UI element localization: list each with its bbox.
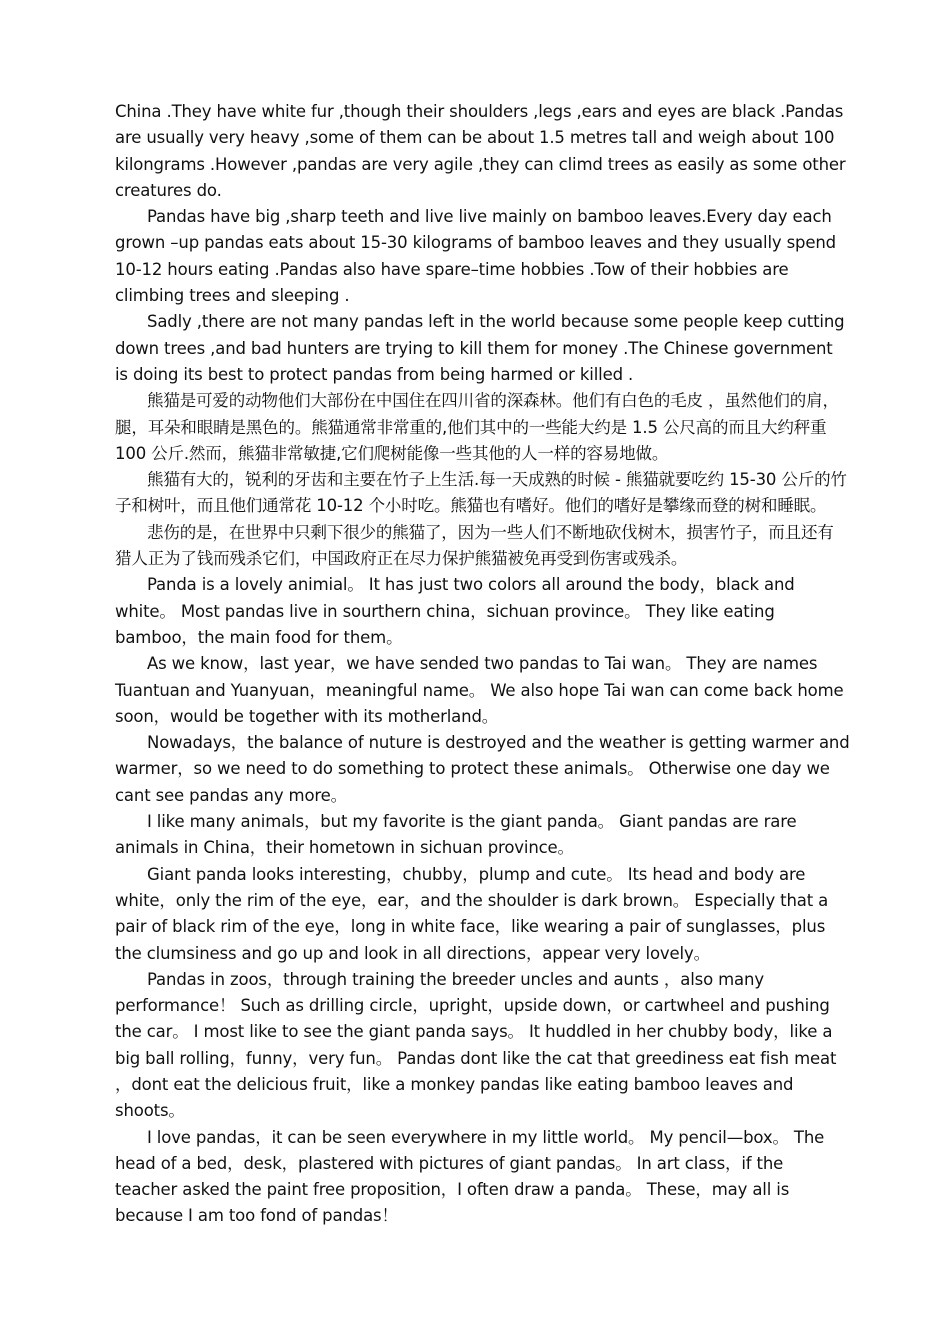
paragraph-zoo-pandas: Pandas in zoos，through training the breeder uncles and aunts ，also many performance！ Such as drilling circle，upright，upside down，or cartwheel and pushing the car。 I most like to see the giant panda says。 It huddled in her chubby body，like a big ball rolling，funny，very fun。 Pandas dont like the cat that greediness eat fish meat ，dont eat the delicious fruit，like a monkey pandas like eating bamboo leaves and shoots。 xyxy=(115,969,837,1121)
paragraph-favorite-animal: I like many animals，but my favorite is the giant panda。 Giant pandas are rare animals in China，their hometown in sichuan province。 xyxy=(115,812,797,858)
document-body xyxy=(115,99,850,1230)
paragraph-lovely-animal: Panda is a lovely animial。 It has just two colors all around the body，black and white。 Most pandas live in sourthern china，sichuan province。 They like eating bamboo，the main food for them。 xyxy=(115,575,795,647)
paragraph-panda-description: China .They have white fur ,though their shoulders ,legs ,ears and eyes are black .Pandas are usually very heavy ,some of them can be about 1.5 metres tall and weigh about 100 kilongrams .However ,pandas are very agile ,they can climd trees as easily as some other creatures do. xyxy=(115,102,846,200)
paragraph-chinese-protection: 悲伤的是，在世界中只剩下很少的熊猫了，因为一些人们不断地砍伐树木，损害竹子，而且还有猎人正为了钱而残杀它们，中国政府正在尽力保护熊猫被免再受到伤害或残杀。 xyxy=(115,522,834,569)
paragraph-panda-appearance: Giant panda looks interesting，chubby，plump and cute。 Its head and body are white，only the rim of the eye，ear，and the shoulder is dark brown。 Especially that a pair of black rim of the eye，long in white face，like wearing a pair of sunglasses，plus the clumsiness and go up and look in all directions，appear very lovely。 xyxy=(115,864,829,963)
paragraph-nature-balance: Nowadays，the balance of nuture is destroyed and the weather is getting warmer and warmer，so we need to do something to protect these animals。 Otherwise one day we cant see pandas any more。 xyxy=(115,733,850,805)
paragraph-taiwan-pandas: As we know，last year，we have sended two pandas to Tai wan。 They are names Tuantuan and Yuanyuan，meaningful name。 We also hope Tai wan can come back home soon，would be together with its motherland。 xyxy=(115,654,844,726)
paragraph-love-pandas: I love pandas，it can be seen everywhere in my little world。 My pencil—box。 The head of a bed，desk，plastered with pictures of giant pandas。 In art class，if the teacher asked the paint free proposition，I often draw a panda。 These，may all is because I am too fond of pandas！ xyxy=(115,1127,825,1226)
paragraph-panda-diet: Pandas have big ,sharp teeth and live live mainly on bamboo leaves.Every day each grown –up pandas eats about 15-30 kilograms of bamboo leaves and they usually spend 10-12 hours eating .Pandas also have spare–time hobbies .Tow of their hobbies are climbing trees and sleeping . xyxy=(115,207,836,306)
paragraph-panda-protection: Sadly ,there are not many pandas left in the world because some people keep cutting down trees ,and bad hunters are trying to kill them for money .The Chinese government is doing its best to protect pandas from being harmed or killed . xyxy=(115,312,845,384)
paragraph-chinese-diet: 熊猫有大的，锐利的牙齿和主要在竹子上生活.每一天成熟的时候 - 熊猫就要吃约 15-30 公斤的竹子和树叶，而且他们通常花 10-12 个小时吃。熊猫也有嗜好。他们的嗜好是攀缘而登的树和睡眠。 xyxy=(115,470,847,516)
paragraph-chinese-description: 熊猫是可爱的动物他们大部份在中国住在四川省的深森林。他们有白色的毛皮 ，虽然他们的肩，腿，耳朵和眼睛是黑色的。熊猫通常非常重的,他们其中的一些能大约是 1.5 公尺高的而且大约秤重 100 公斤.然而，熊猫非常敏捷,它们爬树能像一些其他的人一样的容易地做。 xyxy=(115,391,839,463)
